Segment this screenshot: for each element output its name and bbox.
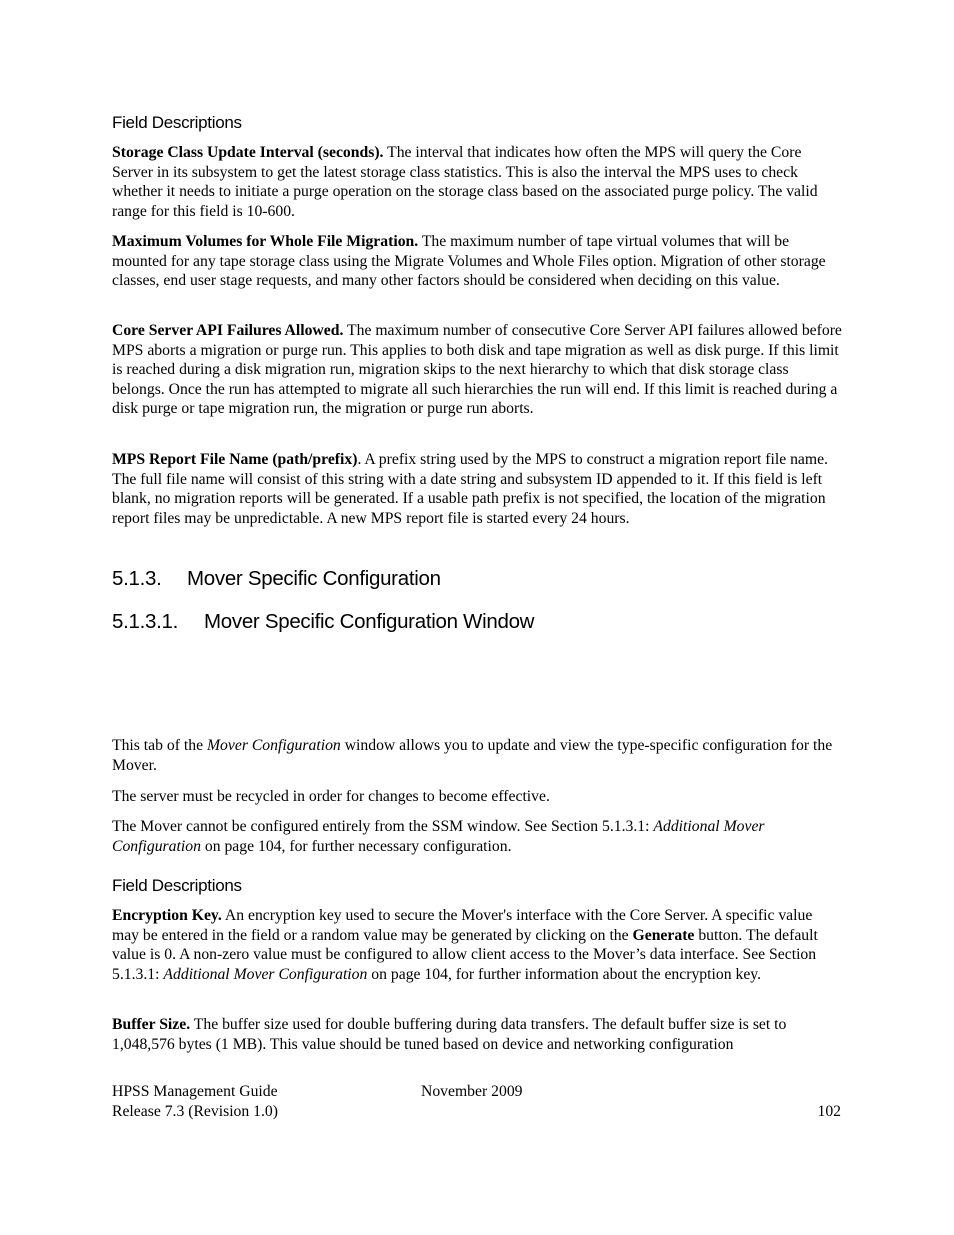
term: Buffer Size.	[112, 1016, 191, 1033]
buffer-size-paragraph	[112, 1015, 842, 1054]
description: The maximum number of tape virtual volumes that will be mounted for any tape storage class using the Migrate Volumes and Whole Files option. Migration of other storage classes, end user stage requests, and many other factors should be considered when deciding on this value.	[112, 233, 826, 289]
description: The maximum number of consecutive Core Server API failures allowed before MPS aborts a migration or purge run. This applies to both disk and tape migration as well as disk purge. If this limit is reached during a disk migration run, migration skips to the next hierarchy to which that disk storage class belongs. Once the run has attempted to migrate all such hierarchies the run will end. If this limit is reached during a disk purge or tape migration run, the migration or purge run aborts.	[112, 322, 842, 417]
footer-release: Release 7.3 (Revision 1.0)	[112, 1103, 278, 1120]
field-descriptions-heading-1: Field Descriptions	[112, 113, 242, 132]
max-volumes-paragraph	[112, 232, 842, 291]
section-reference: Additional Mover Configuration	[163, 965, 368, 983]
section-title: Mover Specific Configuration Window	[204, 610, 535, 633]
term: Maximum Volumes for Whole File Migration.	[112, 233, 419, 250]
description: The interval that indicates how often the MPS will query the Core Server in its subsystem to get the latest storage class statistics. This is also the interval the MPS uses to check whether it needs to initiate a purge operation on the storage class based on the associated purge policy. The valid range for this field is 10-600.	[112, 144, 818, 220]
term: Encryption Key.	[112, 907, 222, 924]
intro-paragraph-3: The Mover cannot be configured entirely from the SSM window. See Section 5.1.3.1: Additional Mover Configuration on page 104, for further necessary configuration.	[112, 818, 765, 855]
term: Storage Class Update Interval (seconds).	[112, 144, 384, 161]
encryption-key-paragraph: Encryption Key. An encryption key used to secure the Mover's interface with the Core Server. A specific value may be entered in the field or a random value may be generated by clicking on the Generate button. The default value is 0. A non-zero value must be configured to allow client access to the Mover’s data interface. See Section 5.1.3.1: Additional Mover Configuration on page 104, for further information about the encryption key.	[112, 907, 818, 983]
section-number: 5.1.3.	[112, 567, 162, 590]
description: The buffer size used for double buffering during data transfers. The default buffer size is set to 1,048,576 bytes (1 MB). This value should be tuned based on device and networking configuration	[112, 1016, 787, 1053]
intro-paragraph-2: The server must be recycled in order for changes to become effective.	[112, 788, 550, 805]
mps-report-file-paragraph	[112, 450, 842, 528]
term: Core Server API Failures Allowed.	[112, 322, 344, 339]
footer-page-number: 102	[817, 1103, 841, 1120]
generate-label: Generate	[632, 926, 695, 944]
api-failures-paragraph	[112, 321, 842, 419]
term: MPS Report File Name (path/prefix)	[112, 451, 358, 468]
window-name: Mover Configuration	[206, 737, 341, 754]
footer-guide-name: HPSS Management Guide	[112, 1083, 278, 1100]
intro-paragraph-1: This tab of the Mover Configuration window allows you to update and view the type-specific configuration for the Mover.	[112, 737, 833, 774]
description: . A prefix string used by the MPS to construct a migration report file name. The full file name will consist of this string with a date string and subsystem ID appended to it. If this field is left blank, no migration reports will be generated. If a usable path prefix is not specified, the location of the migration report files may be unpredictable. A new MPS report file is started every 24 hours.	[112, 451, 828, 527]
section-5-1-3-1-heading	[112, 610, 534, 634]
footer-date: November 2009	[421, 1083, 523, 1100]
section-title: Mover Specific Configuration	[187, 567, 441, 590]
section-reference: Additional Mover Configuration	[112, 818, 765, 855]
section-number: 5.1.3.1.	[112, 610, 178, 633]
section-5-1-3-heading	[112, 567, 441, 591]
field-descriptions-heading-2: Field Descriptions	[112, 876, 242, 895]
storage-class-update-interval-paragraph	[112, 143, 842, 221]
